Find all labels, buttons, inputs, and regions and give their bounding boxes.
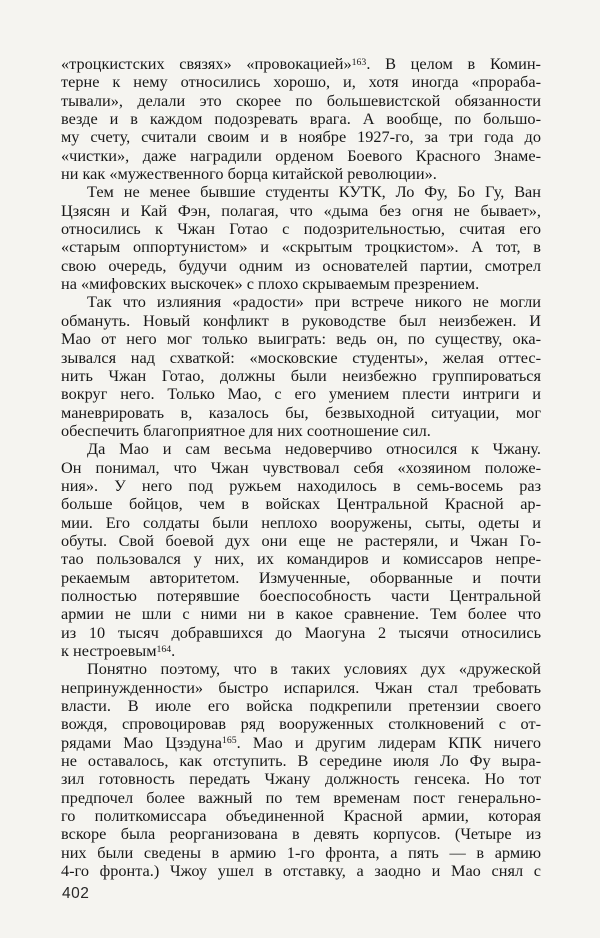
text-line: ния». У него под ружьем находилось в семь-восемь раз <box>61 475 541 495</box>
text-line: терне к нему относились хорошо, и, хотя иногда «прораба- <box>61 72 541 92</box>
text-line: на «мифовских выскочек» с плохо скрываемым презрением. <box>61 274 480 294</box>
footnote-ref: 165 <box>222 735 237 747</box>
text-line: Он понимал, что Чжан чувствовал себя «хозяином положе- <box>61 457 541 477</box>
text-line: больше бойцов, чем в войсках Центральной Красной ар- <box>61 494 541 514</box>
text-line: из 10 тысяч добравшихся до Маогуна 2 тысячи относились <box>61 622 541 642</box>
text-line: армии не шли с ними ни в какое сравнение. Тем более что <box>61 604 541 624</box>
text-line: Да Мао и сам весьма недоверчиво относился к Чжану. <box>87 439 541 459</box>
text-line: свою очередь, будучи одним из основателей партии, смотрел <box>61 255 541 275</box>
paragraph <box>61 293 541 440</box>
text-line: обуты. Свой боевой дух они еще не растеряли, и Чжан Го- <box>61 530 541 550</box>
text-line: «троцкистских связях» «провокацией»$^{163}$. В целом в Комин- <box>61 54 541 73</box>
paragraph <box>61 183 541 293</box>
footnote-ref: 164 <box>156 643 172 655</box>
text-line: мии. Его солдаты были неплохо вооружены, сыты, одеты и <box>61 512 541 532</box>
text-line: зывался над схваткой: «московские студенты», желая оттес- <box>61 347 541 367</box>
text-line: ни как «мужественного борца китайской революции». <box>61 164 437 184</box>
text-line: Понятно поэтому, что в таких условиях дух «дружеской <box>87 659 541 679</box>
text-line: непринужденности» быстро испарился. Чжан стал требовать <box>61 677 541 697</box>
text-line: Мао от него мог только выиграть: ведь он, по существу, ока- <box>61 329 541 349</box>
text-line: зил готовность передать Чжану должность генсека. Но тот <box>61 769 541 789</box>
text-line: везде и в каждом подозревать врага. А вообще, по большо- <box>61 109 541 129</box>
page-text <box>61 55 541 880</box>
text-line: обмануть. Новый конфликт в руководстве был неизбежен. И <box>61 310 541 330</box>
text-line: 4-го фронта.) Чжоу ушел в отставку, а заодно и Мао снял с <box>61 861 541 881</box>
text-line: вождя, спровоцировав ряд вооруженных столкновений с от- <box>61 714 541 734</box>
text-line: го политкомиссара объединенной Красной армии, которая <box>61 806 541 826</box>
text-line: власти. В июле его войска подкрепили претензии своего <box>61 696 541 716</box>
page-number: 402 <box>62 885 90 902</box>
text-line: вскоре была реорганизована в девять корпусов. (Четыре из <box>61 824 541 844</box>
text-line: «старым оппортунистом» и «скрытым троцкистом». А тот, в <box>61 237 541 257</box>
text-line: вокруг него. Только Мао, с его умением плести интриги и <box>61 384 541 404</box>
text-line: Цзясян и Кай Фэн, полагая, что «дыма без огня не бывает», <box>61 200 541 220</box>
footnote-ref: 163 <box>351 56 367 68</box>
text-line: них были сведены в армию 1-го фронта, а пять — в армию <box>61 842 541 862</box>
text-line: «чистки», даже наградили орденом Боевого Красного Знаме- <box>61 145 541 165</box>
text-line: относились к Чжан Готао с подозрительностью, считая его <box>61 219 541 239</box>
text-line: предпочел более важный по тем временам пост генерально- <box>61 787 541 807</box>
text-line: Так что излияния «радости» при встрече никого не могли <box>87 292 541 312</box>
text-line: к нестроевым$^{164}$. <box>61 641 176 660</box>
text-line: рекаемым авторитетом. Измученные, оборванные и почти <box>61 567 541 587</box>
paragraph <box>61 440 541 660</box>
paragraph <box>61 660 541 880</box>
text-line: обеспечить благоприятное для них соотношение сил. <box>61 420 431 440</box>
text-line: маневрировать в, казалось бы, безвыходной ситуации, мог <box>61 402 541 422</box>
text-line: полностью потерявшие боеспособность части Центральной <box>61 585 541 605</box>
text-line: не оставалось, как отступить. В середине июля Ло Фу выра- <box>61 751 541 771</box>
text-line: Тем не менее бывшие студенты КУТК, Ло Фу, Бо Гу, Ван <box>87 182 541 202</box>
paragraph <box>61 55 541 183</box>
text-line: рядами Мао Цзэдуна$^{165}$. Мао и другим лидерам КПК ничего <box>61 732 542 752</box>
text-line: тао пользовался у них, их командиров и комиссаров непре- <box>61 549 541 569</box>
text-line: тывали», делали это скорее по большевистской обязанности <box>61 90 541 110</box>
text-line: нить Чжан Готао, должны были неизбежно группироваться <box>61 365 541 385</box>
text-line: му счету, считали своим и в ноябре 1927-го, за три года до <box>61 127 541 147</box>
